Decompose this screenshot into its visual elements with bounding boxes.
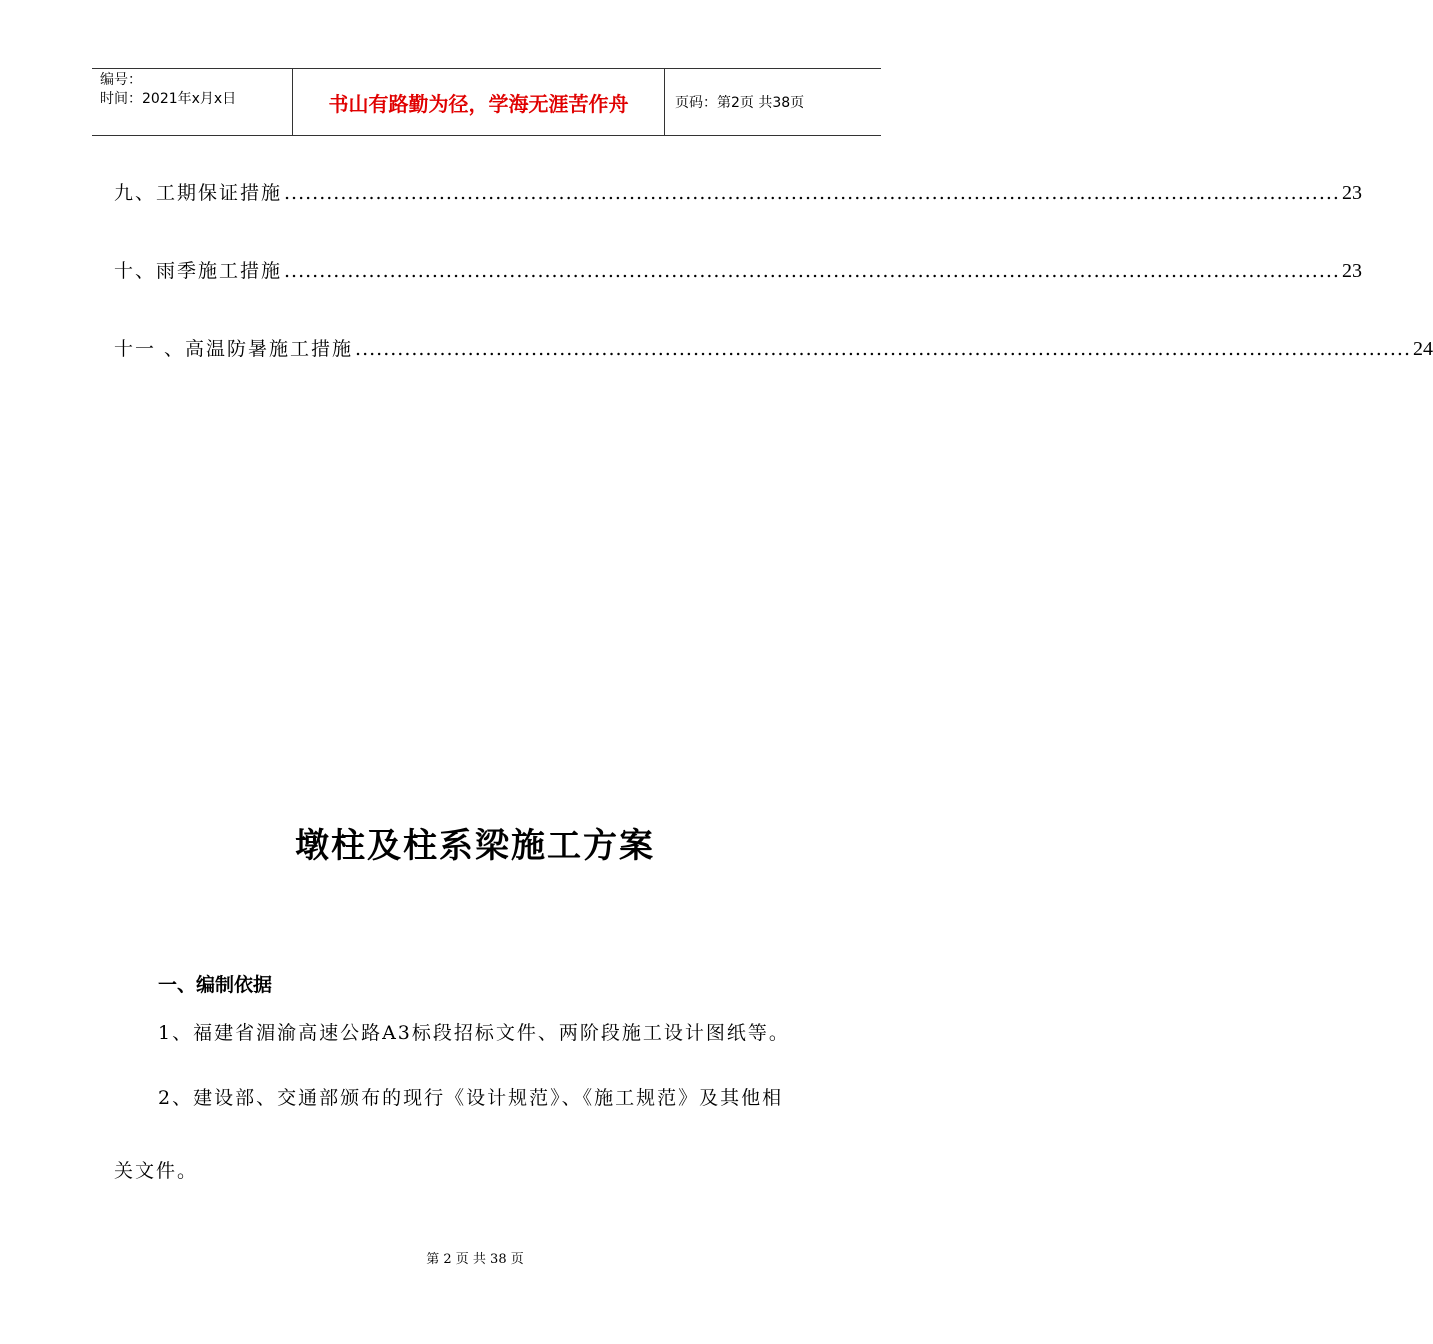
toc-leader: ...................................................................................................................................................... xyxy=(284,260,1340,282)
paragraph-item-1: 1、福建省湄渝高速公路A3标段招标文件、两阶段施工设计图纸等。 xyxy=(158,1022,790,1044)
toc-label: 十、雨季施工措施 xyxy=(114,260,283,282)
toc-leader: ...................................................................................................................................................... xyxy=(284,182,1340,204)
time-text: 时间：2021年x月x日 xyxy=(100,91,237,107)
section-heading: 一、编制依据 xyxy=(158,974,273,996)
header-motto: 书山有路勤为径，学海无涯苦作舟 xyxy=(292,69,665,135)
document-title: 墩柱及柱系梁施工方案 xyxy=(295,826,655,866)
toc-page: 23 xyxy=(1341,182,1362,204)
header-meta xyxy=(92,69,292,135)
serial-label: 编号： xyxy=(100,72,142,88)
toc-label: 十一 、高温防暑施工措施 xyxy=(114,338,354,360)
page-header xyxy=(92,68,881,136)
paragraph-item-2-cont: 关文件。 xyxy=(114,1160,199,1182)
paragraph-item-2: 2、建设部、交通部颁布的现行《设计规范》、《施工规范》及其他相 xyxy=(158,1087,784,1109)
toc-page: 23 xyxy=(1341,260,1362,282)
toc-leader: ...................................................................................................................................................... xyxy=(355,338,1411,360)
toc-entry-11[interactable] xyxy=(114,334,1433,361)
toc-entry-9[interactable] xyxy=(114,178,1362,205)
toc-page: 24 xyxy=(1412,338,1433,360)
toc-label: 九、工期保证措施 xyxy=(114,182,283,204)
page-footer: 第 2 页 共 38 页 xyxy=(426,1252,524,1267)
header-page-info: 页码：第2页 共38页 xyxy=(675,95,805,111)
toc-entry-10[interactable] xyxy=(114,256,1362,283)
